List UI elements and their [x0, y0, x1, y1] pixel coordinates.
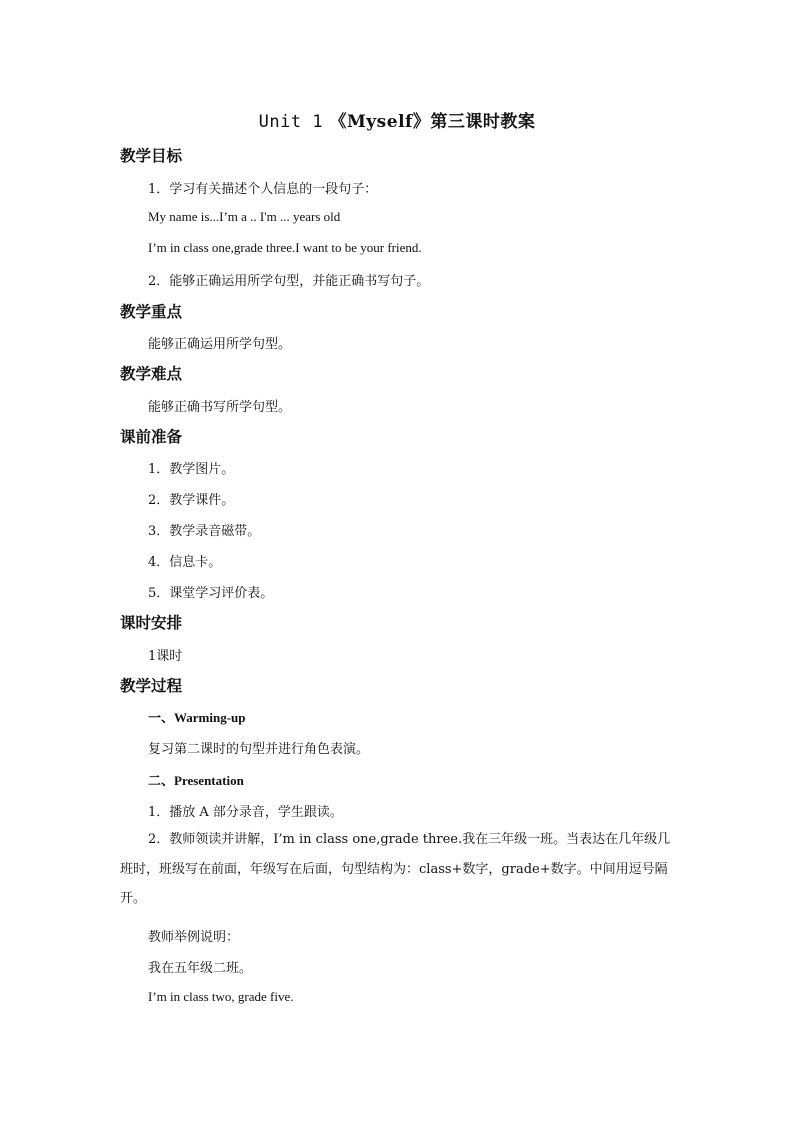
schedule-text: 1课时: [148, 649, 183, 664]
goal-item-3: I’m in class one,grade three.I want to be your friend.: [148, 240, 422, 255]
example-english: I’m in class two, grade five.: [148, 989, 294, 1004]
goal-item-2: My name is...I’m a .. I'm ... years old: [148, 209, 341, 224]
presentation-title: 二、Presentation: [148, 773, 244, 788]
prep-item-5: 5．课堂学习评价表。: [148, 586, 274, 601]
heading-goals: 教学目标: [120, 147, 183, 165]
heading-schedule: 课时安排: [120, 614, 183, 632]
goal-item-1: 1．学习有关描述个人信息的一段句子：: [148, 182, 378, 197]
heading-key-points: 教学重点: [120, 303, 183, 321]
prep-item-3: 3．教学录音磁带。: [148, 524, 261, 539]
goal-item-4: 2．能够正确运用所学句型，并能正确书写句子。: [148, 274, 430, 289]
prep-item-1: 1．教学图片。: [148, 462, 235, 477]
page-title: [0, 107, 794, 132]
key-points-text: 能够正确运用所学句型。: [148, 337, 292, 352]
step-1: 1．播放 A 部分录音，学生跟读。: [148, 805, 343, 820]
heading-process: 教学过程: [120, 677, 183, 695]
title-rest: 《Myself》第三课时教案: [329, 112, 536, 132]
warmup-text: 复习第二课时的句型并进行角色表演。: [148, 742, 370, 757]
title-unit: Unit 1: [258, 112, 324, 132]
heading-difficulties: 教学难点: [120, 365, 183, 383]
prep-item-4: 4．信息卡。: [148, 555, 222, 570]
example-intro: 教师举例说明：: [148, 930, 240, 945]
difficulties-text: 能够正确书写所学句型。: [148, 400, 292, 415]
heading-preparation: 课前准备: [120, 428, 183, 446]
prep-item-2: 2．教学课件。: [148, 493, 235, 508]
step-2: 2．教师领读并讲解，I’m in class one,grade three.我在三年级一班。当表达在几年级几班时，班级写在前面，年级写在后面，句型结构为：class+数字，grade+数字。中间用逗号隔开。: [120, 832, 671, 906]
example-chinese: 我在五年级二班。: [148, 961, 253, 976]
warmup-title: 一、Warming-up: [148, 710, 246, 725]
